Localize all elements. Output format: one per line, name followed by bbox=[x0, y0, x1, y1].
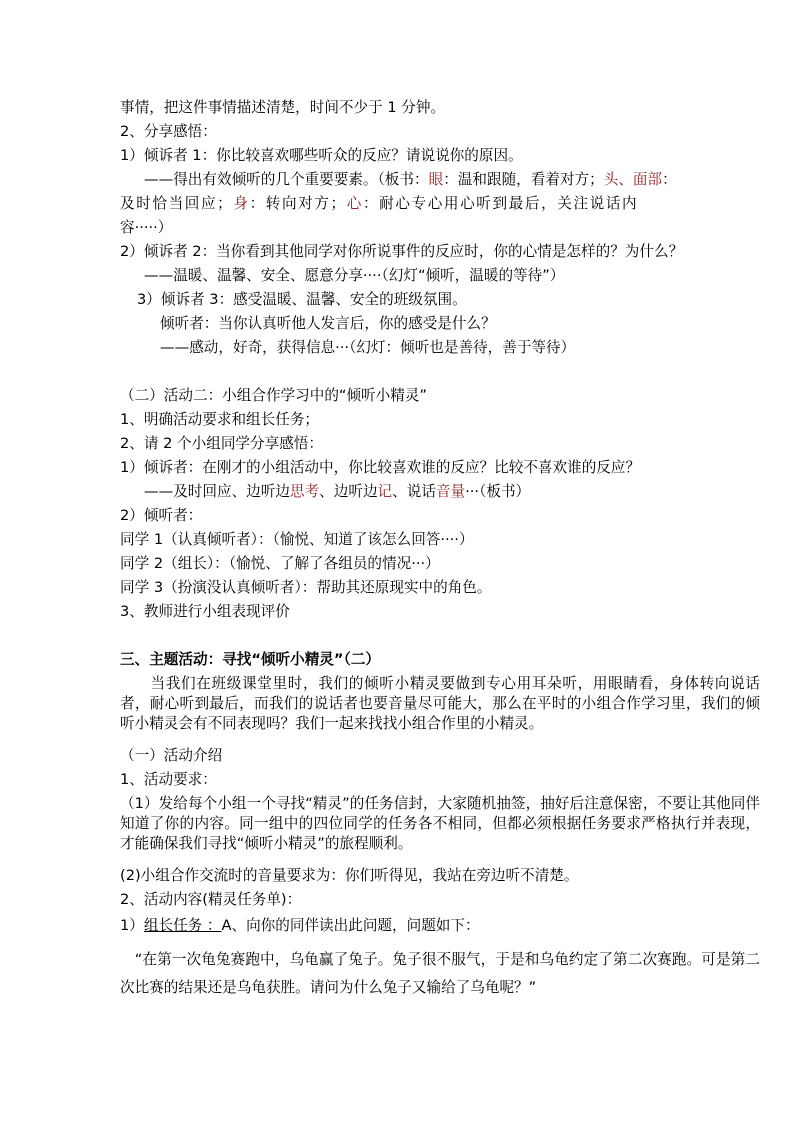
list-item: 1、活动要求： bbox=[120, 771, 217, 788]
text-line: 倾听者：当你认真听他人发言后，你的感受是什么？ bbox=[160, 315, 496, 332]
section-title: （二）活动二：小组合作学习中的“倾听小精灵” bbox=[120, 387, 427, 404]
text-line: ——感动，好奇，获得信息···（幻灯：倾听也是善待，善于等待） bbox=[160, 339, 576, 356]
highlight-think: 思考 bbox=[289, 483, 320, 500]
text-line: ——温暖、温馨、安全、愿意分享····（幻灯“倾听，温暖的等待”） bbox=[144, 267, 565, 284]
list-item: 1）倾诉者 1：你比较喜欢哪些听众的反应？请说说你的原因。 bbox=[120, 147, 523, 164]
list-item: 2、活动内容(精灵任务单)： bbox=[120, 891, 302, 908]
text-line: 容·····） bbox=[120, 219, 173, 236]
list-item: 2、分享感悟： bbox=[120, 123, 217, 140]
subsection-title: （一）活动介绍 bbox=[120, 747, 223, 764]
list-item: 2）倾听者： bbox=[120, 507, 203, 524]
list-item: 2、请 2 个小组同学分享感悟： bbox=[120, 435, 323, 452]
list-item: 1、明确活动要求和组长任务； bbox=[120, 411, 320, 428]
task-line: 1）组长任务 ：A、向你的同伴读出此问题，问题如下： bbox=[120, 917, 480, 934]
paragraph: （1）发给每个小组一个寻找“精灵”的任务信封，大家随机抽签，抽好后注意保密，不要让其他同伴知道了你的内容。同一组中的四位同学的任务各不相同，但都必须根据任务要求严格执行并表现，才能确保我们寻找“倾听小精灵”的旅程顺利。 bbox=[120, 795, 760, 852]
highlight-heart: 心 bbox=[346, 195, 363, 212]
paragraph: 当我们在班级课堂里时，我们的倾听小精灵要做到专心用耳朵听，用眼睛看，身体转向说话者，耐心听到最后，而我们的说话者也要音量尽可能大，那么在平时的小组合作学习里，我们的倾听小精灵会有不同表现吗？我们一起来找找小组合作里的小精灵。 bbox=[120, 675, 760, 732]
highlight-eye: 眼 bbox=[428, 171, 444, 188]
list-item: 同学 1（认真倾听者）：（愉悦、知道了该怎么回答····） bbox=[120, 531, 474, 548]
highlight-head: 头、面部 bbox=[603, 171, 663, 188]
list-item: (2)小组合作交流时的音量要求为：你们听得见，我站在旁边听不清楚。 bbox=[120, 867, 579, 884]
section-heading: 三、主题活动：寻找“倾听小精灵”（二） bbox=[120, 651, 380, 668]
quote-paragraph: “在第一次龟兔赛跑中，乌龟赢了兔子。兔子很不服气，于是和乌龟约定了第二次赛跑。可是第二次比赛的结果还是乌龟获胜。请问为什么兔子又输给了乌龟呢？” bbox=[120, 951, 760, 996]
list-item: 2）倾诉者 2：当你看到其他同学对你所说事件的反应时，你的心情是怎样的？为什么？ bbox=[120, 243, 684, 260]
list-item: 3）倾诉者 3：感受温暖、温馨、安全的班级氛围。 bbox=[137, 291, 467, 308]
text-line: 及时恰当回应；身：转向对方；心：耐心专心用心听到最后，关注说话内 bbox=[120, 195, 639, 212]
list-item: 3、教师进行小组表现评价 bbox=[120, 603, 290, 620]
leader-task-label: 组长任务 ： bbox=[143, 917, 222, 934]
list-item: 同学 2（组长）：（愉悦、了解了各组员的情况···） bbox=[120, 555, 440, 572]
list-item: 同学 3（扮演没认真倾听者）：帮助其还原现实中的角色。 bbox=[120, 579, 492, 596]
highlight-body: 身 bbox=[233, 195, 250, 212]
text-line: ——及时回应、边听边思考、边听边记、说话音量···（板书） bbox=[144, 483, 531, 500]
highlight-volume: 音量 bbox=[435, 483, 466, 500]
list-item: 1）倾诉者：在刚才的小组活动中，你比较喜欢谁的反应？比较不喜欢谁的反应？ bbox=[120, 459, 641, 476]
highlight-note: 记 bbox=[377, 483, 393, 500]
text-line: 事情，把这件事情描述清楚，时间不少于 1 分钟。 bbox=[120, 99, 446, 116]
text-line: ——得出有效倾听的几个重要要素。（板书：眼：温和跟随，看着对方；头、面部： bbox=[144, 171, 677, 188]
